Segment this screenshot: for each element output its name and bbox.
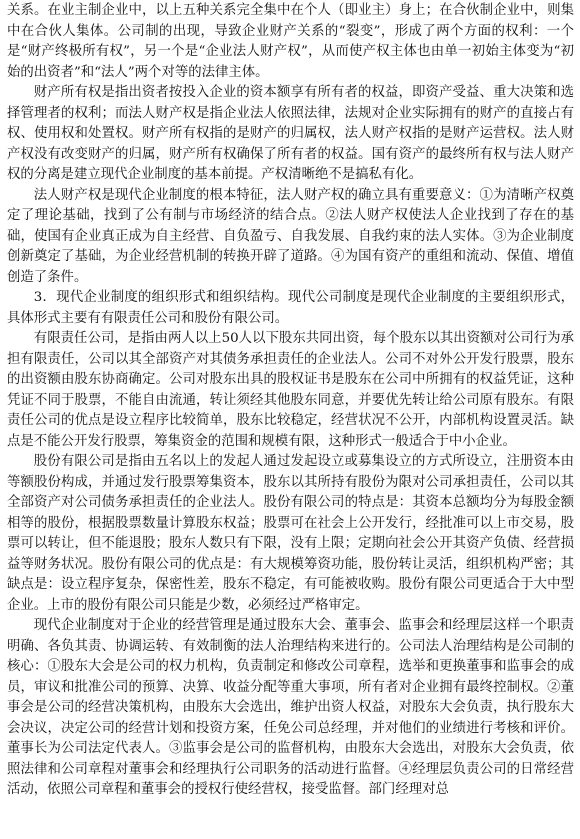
paragraph-organizational-form: 3．现代企业制度的组织形式和组织结构。现代公司制度是现代企业制度的主要组织形式，具体形式主要有有限责任公司和股份有限公司。 [7,290,574,326]
paragraph-corporate-governance: 现代企业制度对于企业的经营管理是通过股东大会、董事会、监事会和经理层这样一个职责明确、各负其责、协调运转、有效制衡的法人治理结构来进行的。公司法人治理结构是公司制的核心：①股东大会是公司的权力机构，负责制定和修改公司章程，选举和更换董事和监事会的成员，审议和批准公司的预算、决算、收益分配等重大事项，所有者对企业拥有最终控制权。②董事会是公司的经营决策机构，由股东大会选出，维护出资人权益，对股东大会负责，执行股东大会决议，决定公司的经营计划和投资方案，任免公司总经理，并对他们的业绩进行考核和评价。董事长为公司法定代表人。③监事会是公司的监督机构，由股东大会选出，对股东大会负责，依照法律和公司章程对董事会和经理执行公司职务的活动进行监督。④经理层负责公司的日常经营活动，依照公司章程和董事会的授权行使经营权，接受监督。部门经理对总 [7,618,574,797]
paragraph-ownership-relations: 关系。在业主制企业中，以上五种关系完全集中在个人（即业主）身上；在合伙制企业中，则集中在合伙人集体。公司制的出现，导致企业财产关系的“裂变”，形成了两个方面的权利：一个是“财产终极所有权”，另一个是“企业法人财产权”，从而使产权主体也由单一初始主体变为“初始的出资者”和“法人”两个对等的法律主体。 [7,3,574,80]
paragraph-legal-person-property: 法人财产权是现代企业制度的根本特征，法人财产权的确立具有重要意义：①为清晰产权奠定了理论基础，找到了公有制与市场经济的结合点。②法人财产权使法人企业找到了存在的基础，使国有企业真正成为自主经营、自负盈亏、自我发展、自我约束的法人实体。③为企业制度创新奠定了基础，为企业经营机制的转换开辟了道路。④为国有资产的重组和流动、保值、增值创造了条件。 [7,187,574,285]
paragraph-joint-stock-company: 股份有限公司是指由五名以上的发起人通过发起设立或募集设立的方式所设立，注册资本由等额股份构成，并通过发行股票筹集资本，股东以其所持有股份为限对公司承担责任，公司以其全部资产对公司债务承担责任的企业法人。股份有限公司的特点是：其资本总额均分为每股金额相等的股份，根据股票数量计算股东权益；股票可在社会上公开发行，经批准可以上市交易，股票可以转让，但不能退股；股东人数只有下限，没有上限；定期向社会公开其资产负债、经营损益等财务状况。股份有限公司的优点是：有大规模筹资功能，股份转让灵活，组织机构严密；其缺点是：设立程序复杂，保密性差，股东不稳定，有可能被收购。股份有限公司更适合于大中型企业。上市的股份有限公司只能是少数，必须经过严格审定。 [7,454,574,613]
paragraph-limited-liability-company: 有限责任公司，是指由两人以上50人以下股东共同出资，每个股东以其出资额对公司行为承担有限责任，公司以其全部资产对其债务承担责任的企业法人。公司不对外公开发行股票，股东的出资额由股东协商确定。公司对股东出具的股权证书是股东在公司中所拥有的权益凭证，这种凭证不同于股票，不能自由流通，转让须经其他股东同意，并要优先转让给公司原有股东。有限责任公司的优点是设立程序比较简单，股东比较稳定，经营状况不公开，内部机构设置灵活。缺点是不能公开发行股票，筹集资金的范围和规模有限，这种形式一般适合于中小企业。 [7,331,574,449]
paragraph-property-ownership: 财产所有权是指出资者按投入企业的资本额享有所有者的权益，即资产受益、重大决策和选择管理者的权利；而法人财产权是指企业法人依照法律，法规对企业实际拥有的财产的直接占有权、使用权和处置权。财产所有权指的是财产的归属权，法人财产权指的是财产运营权。法人财产权没有改变财产的归属，财产所有权确保了所有者的权益。国有资产的最终所有权与法人财产权的分离是建立现代企业制度的基本前提。产权清晰绝不是搞私有化。 [7,85,574,182]
